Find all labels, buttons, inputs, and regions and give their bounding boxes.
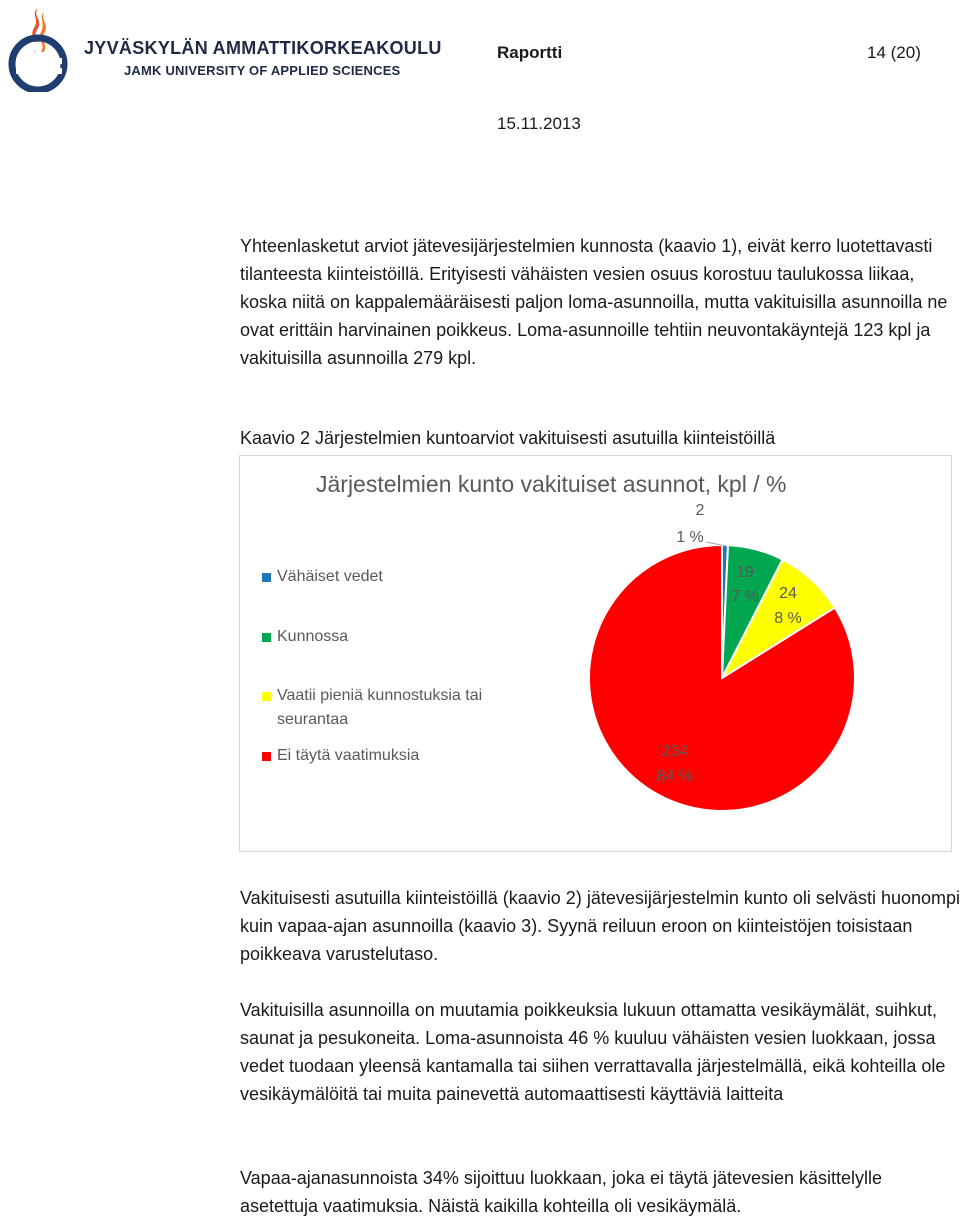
document-date: 15.11.2013: [497, 114, 581, 133]
document-type: Raportti: [497, 43, 563, 62]
paragraph-4-text: Vapaa-ajanasunnoista 34% sijoittuu luokkaan, joka ei täytä jätevesien käsittelylle asetettuja vaatimuksia. Näistä kaikilla kohteilla oli vesikäymälä.: [240, 1168, 883, 1216]
paragraph-3-text: Vakituisilla asunnoilla on muutamia poikkeuksia lukuun ottamatta vesikäymälät, suihkut, saunat ja pesukoneita. Loma-asunnoista 46 % kuuluu vähäisten vesien luokkaan, jossa vedet tuodaan yleensä kantamalla tai siihen verrattavalla järjestelmällä, eikä kohteilla ole vesikäymälöitä tai muita painevettä automaattisesti käyttäviä laitteita: [240, 1000, 946, 1104]
data-label-percent-pienia: 8 %: [774, 610, 802, 627]
page-number: 14 (20): [867, 43, 921, 62]
paragraph-3: [240, 996, 960, 1108]
paragraph-1-text: Yhteenlasketut arviot jätevesijärjestelmien kunnosta (kaavio 1), eivät kerro luotettavasti tilanteesta kiinteistöillä. Erityisesti vähäisten vesien osuus korostuu taulukossa liikaa, koska niitä on kappalemääräisesti paljon loma-asunnoilla, mutta vakituisilla asunnoilla ne ovat erittäin harvinainen poikkeus. Loma-asunnoille tehtiin neuvontakäyntejä 123 kpl ja vakituisilla asunnoilla 279 kpl.: [240, 236, 948, 368]
pie-plot: [240, 456, 953, 853]
data-label-value-pienia: 24: [779, 585, 797, 602]
paragraph-2: [240, 884, 960, 968]
data-label-value-ei-tayta: 234: [661, 743, 689, 760]
logo-text-finnish: JYVÄSKYLÄN AMMATTIKORKEAKOULU: [84, 38, 442, 58]
data-label-percent-vahaiset: 1 %: [676, 529, 704, 546]
legend-label-kunnossa: Kunnossa: [277, 628, 349, 645]
paragraph-2-text: Vakituisesti asutuilla kiinteistöillä (kaavio 2) jätevesijärjestelmin kunto oli selvästi huonompi kuin vapaa-ajan asunnoilla (kaavio 3). Syynä reiluun eroon on kiinteistöjen toisistaan poikkeava varustelutaso.: [240, 888, 960, 964]
legend-label-pienia: Vaatii pieniä kunnostuksia tai seurantaa: [277, 687, 483, 728]
legend-label-vahaiset: Vähäiset vedet: [277, 568, 383, 585]
jamk-logo: [4, 2, 444, 92]
chart-title: Järjestelmien kunto vakituiset asunnot, kpl / %: [316, 471, 787, 497]
data-label-percent-ei-tayta: 84 %: [656, 768, 694, 785]
data-label-percent-kunnossa: 7 %: [731, 588, 759, 605]
paragraph-4: [240, 1164, 960, 1220]
figure-caption: Kaavio 2 Järjestelmien kuntoarviot vakituisesti asutuilla kiinteistöillä: [240, 428, 776, 448]
jamk-logo-emblem: [4, 2, 84, 92]
logo-text-english: JAMK UNIVERSITY OF APPLIED SCIENCES: [124, 63, 401, 78]
pie-chart: [239, 455, 952, 852]
data-label-value-vahaiset: 2: [695, 502, 705, 519]
legend-label-ei-tayta: Ei täytä vaatimuksia: [277, 747, 420, 764]
data-label-value-kunnossa: 19: [736, 564, 754, 581]
paragraph-1: [240, 232, 960, 372]
